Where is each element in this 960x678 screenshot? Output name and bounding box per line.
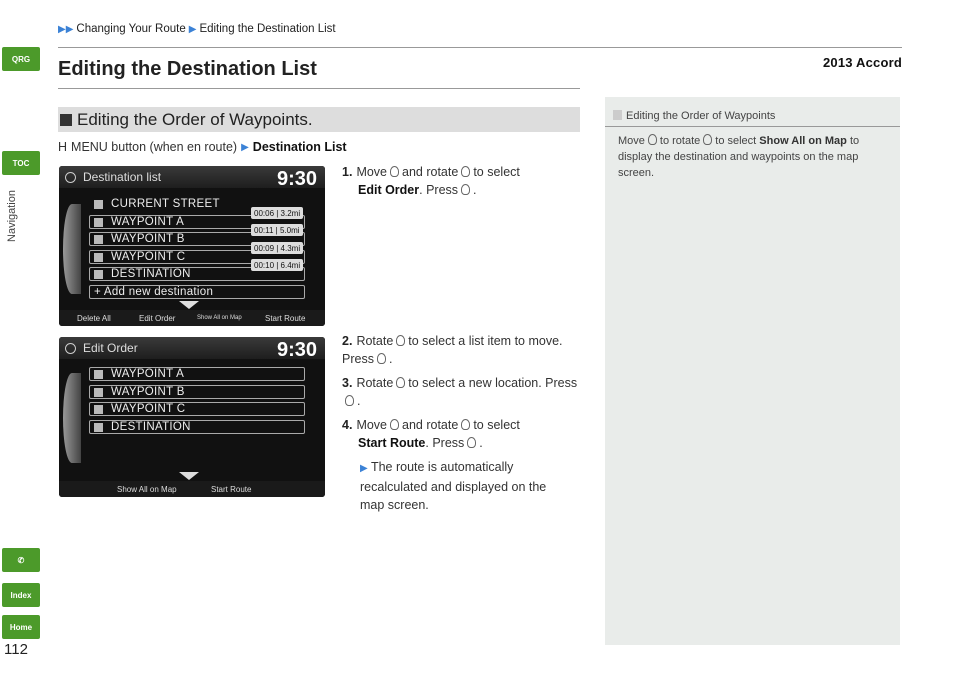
eta-badge: 00:09 | 4.3mi <box>251 242 303 254</box>
list-item: + Add new destination <box>89 285 305 299</box>
breadcrumb <box>58 23 336 35</box>
side-note <box>605 97 900 645</box>
enter-icon <box>461 184 470 195</box>
breadcrumb-item-2[interactable]: Editing the Destination List <box>199 23 336 35</box>
enter-icon <box>467 437 476 448</box>
toc-tab[interactable]: TOC <box>2 151 40 175</box>
list-item: WAYPOINT A <box>89 367 305 381</box>
edit-order-screenshot <box>59 337 325 497</box>
breadcrumb-item-1[interactable]: Changing Your Route <box>76 23 186 35</box>
screen-header: Destination list <box>59 166 325 188</box>
home-icon <box>65 343 76 354</box>
step-3: 3. Rotate to select a new location. Press. <box>342 376 578 408</box>
knob-icon <box>63 204 81 294</box>
square-bullet-icon <box>60 114 72 126</box>
joystick-icon <box>390 166 399 177</box>
arrow-right-icon: ▶ <box>188 23 197 35</box>
screen-footer: Delete All Edit Order Show All on Map Start Route <box>59 310 325 326</box>
voice-icon-tab[interactable]: ✆ <box>2 548 40 572</box>
menu-path: H MENU button (when en route) ▶ Destination List <box>58 140 347 154</box>
screen-header: Edit Order <box>59 337 325 359</box>
note-body: Move to rotate to select Show All on Map to display the destination and waypoints on the map screen. <box>618 135 860 179</box>
scroll-down-icon <box>179 472 199 480</box>
side-tabs <box>0 0 42 678</box>
header-divider <box>58 47 902 48</box>
note-heading: Editing the Order of Waypoints <box>605 97 900 127</box>
list-item: WAYPOINT A <box>89 215 305 229</box>
step-2: 2. Rotate to select a list item to move. Press . <box>342 334 563 366</box>
enter-icon <box>345 395 354 406</box>
eta-badge: 00:11 | 5.0mi <box>251 224 303 236</box>
knob-icon <box>63 373 81 463</box>
interface-dial-icon <box>703 134 712 145</box>
clock: 9:30 <box>276 339 317 361</box>
clock: 9:30 <box>276 168 317 190</box>
eta-badge: 00:06 | 3.2mi <box>251 207 303 219</box>
page-title: Editing the Destination List <box>58 58 317 80</box>
interface-dial-icon <box>396 377 405 388</box>
list-item: WAYPOINT C <box>89 250 305 264</box>
interface-dial-icon <box>461 419 470 430</box>
arrow-right-icon: ▶ <box>241 141 249 153</box>
joystick-icon <box>648 134 657 145</box>
list-item: DESTINATION <box>89 267 305 281</box>
enter-icon <box>377 353 386 364</box>
list-item: WAYPOINT B <box>89 232 305 246</box>
title-divider <box>58 88 580 89</box>
destination-list-screenshot <box>59 166 325 326</box>
interface-dial-icon <box>461 166 470 177</box>
index-tab[interactable]: Index <box>2 583 40 607</box>
arrow-right-icon: ▶▶ <box>58 23 74 35</box>
home-icon <box>65 172 76 183</box>
menu-button-icon: H <box>58 140 68 154</box>
step-1: 1. Move and rotate to select Edit Order. Press . <box>342 165 520 197</box>
scroll-down-icon <box>179 301 199 309</box>
joystick-icon <box>390 419 399 430</box>
list-item: WAYPOINT C <box>89 402 305 416</box>
list-item: DESTINATION <box>89 420 305 434</box>
qrg-tab[interactable]: QRG <box>2 47 40 71</box>
interface-dial-icon <box>396 335 405 346</box>
eta-badge: 00:10 | 6.4mi <box>251 259 303 271</box>
page-number: 112 <box>4 641 28 658</box>
step-4: 4. Move and rotate to select Start Route. Press . <box>342 418 520 450</box>
step-result: ▶ The route is automatically recalculated and displayed on the map screen. <box>360 460 547 512</box>
list-item: CURRENT STREET <box>89 197 239 211</box>
list-item: WAYPOINT B <box>89 385 305 399</box>
note-icon <box>613 110 622 120</box>
home-tab[interactable]: Home <box>2 615 40 639</box>
chapter-label: Navigation <box>5 190 18 242</box>
section-heading: Editing the Order of Waypoints. <box>58 107 580 132</box>
screen-footer: Show All on Map Start Route <box>59 481 325 497</box>
arrow-right-icon: ▶ <box>360 463 368 474</box>
model-label: 2013 Accord <box>822 55 902 70</box>
